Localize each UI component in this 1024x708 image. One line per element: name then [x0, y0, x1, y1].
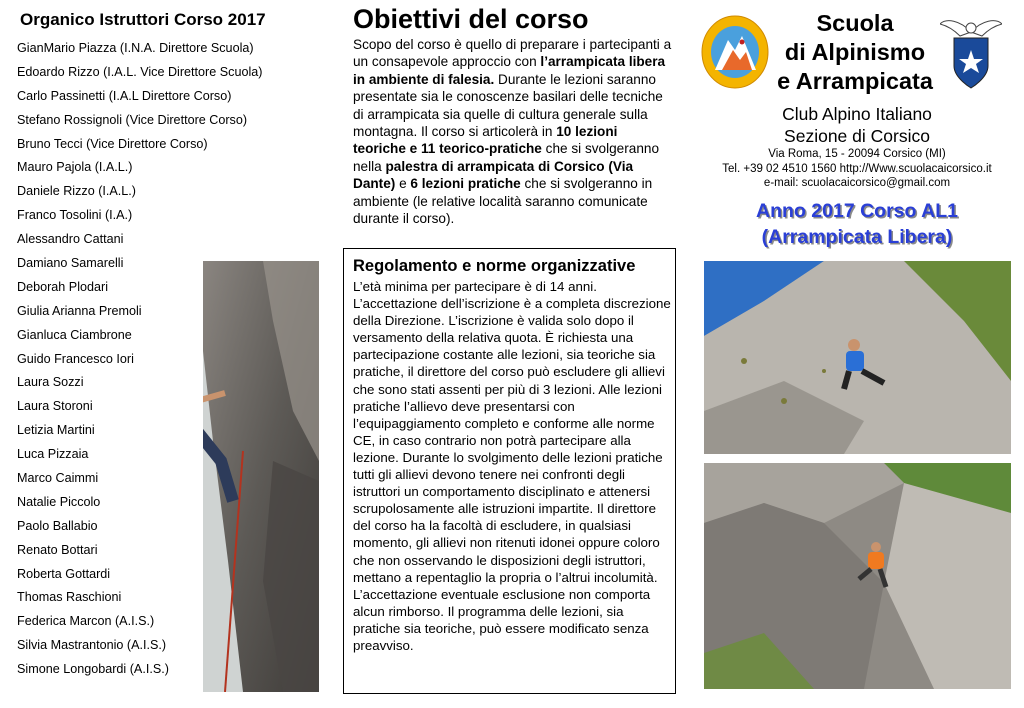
course-title-line: (Arrampicata Libera): [761, 226, 953, 248]
climber-photo-slab: [704, 261, 1011, 454]
objectives-text: [353, 36, 673, 227]
club-name: Club Alpino Italiano: [782, 104, 932, 124]
objectives-highlight: palestra di arrampicata di Corsico (Via Dante): [353, 158, 634, 192]
objectives-text-part: e: [395, 176, 411, 192]
regulations-text: L’età minima per partecipare è di 14 anni. L’accettazione dell’iscrizione è a completa discrezione della Direzione. L’iscrizione è valida solo dopo il versamento della relativa quota. È richiesta una partecipazione costante alle lezioni, sia teoriche sia pratiche, il direttore del corso può escludere gli allievi che sono stati assenti per più di 3 lezioni. Alle lezioni pratiche l’allievo deve presentarsi con l’equipaggiamento completo e conforme alle norme CE, in caso contrario non potrà partecipare alla lezione. Durante lo svolgimento delle lezioni pratiche tutti gli allievi devono tenere nei confronti degli istruttori un comportamento disciplinato e attenersi scrupolosamente alle istruzioni impartite. Il direttore del corso ha la facoltà di escludere, in qualsiasi momento, gli allievi non ritenuti idonei oppure coloro che non osservando le disposizioni degli istruttori, mettano a repentaglio la propria o l’altrui incolumità. L’accettazione eventuale esclusione non comporta alcun rimborso. Il programma delle lezioni, sia pratiche sia teoriche, può essere modificato senza preavviso.: [353, 279, 671, 653]
course-info-column: [342, 0, 682, 708]
staff-member: Renato Bottari: [17, 542, 98, 557]
climber-photo-left: [203, 261, 319, 692]
staff-title: Organico Istruttori Corso 2017: [20, 10, 266, 29]
school-title-line: e Arrampicata: [777, 68, 933, 94]
course-title: [690, 198, 1024, 250]
staff-member: Franco Tosolini (I.A.): [17, 208, 133, 223]
club-email: e-mail: scuolacaicorsico@gmail.com: [763, 177, 951, 189]
regulations-title: Regolamento e norme organizzative: [353, 257, 636, 275]
objectives-text-part: Scopo del corso è quello di preparare i partecipanti a un consapevole approccio con: [353, 37, 672, 70]
objectives-highlight: 6 lezioni pratiche: [410, 176, 521, 192]
staff-member: Laura Sozzi: [17, 375, 84, 390]
staff-member: Federica Marcon (A.I.S.): [17, 614, 155, 629]
instructors-column: [0, 0, 330, 708]
objectives-text-part: Durante le lezioni saranno presentate sia le conoscenze basilari delle tecniche di arrampicata sia quelle di cultura generale sulla montagna. Il corso si articolerà in: [353, 71, 663, 140]
staff-member: Luca Pizzaia: [17, 447, 89, 462]
objectives-text-part: che si svolgeranno nella: [353, 141, 660, 174]
regulations-box: [343, 248, 676, 694]
staff-member: Silvia Mastrantonio (A.I.S.): [17, 638, 167, 653]
staff-member: Gianluca Ciambrone: [17, 327, 132, 342]
staff-member: Simone Longobardi (A.I.S.): [17, 662, 169, 677]
school-title: [770, 9, 940, 96]
staff-member: Damiano Samarelli: [17, 256, 124, 271]
staff-member: Letizia Martini: [17, 423, 95, 438]
staff-member: Stefano Rossignoli (Vice Direttore Corso): [17, 112, 248, 127]
school-logo: [700, 14, 770, 90]
header-column: [690, 0, 1024, 708]
staff-member: Marco Caimmi: [17, 471, 99, 486]
staff-member: Edoardo Rizzo (I.A.L. Vice Direttore Scuola): [17, 64, 263, 79]
objectives-title: Obiettivi del corso: [353, 4, 589, 34]
staff-member: Carlo Passinetti (I.A.L Direttore Corso): [17, 88, 232, 103]
staff-member: Natalie Piccolo: [17, 494, 101, 509]
objectives-text-part: che si svolgeranno in ambiente (le relative località saranno comunicate durante il corso).: [353, 176, 653, 227]
staff-member: Bruno Tecci (Vice Direttore Corso): [17, 136, 208, 151]
club-info: [690, 103, 1024, 191]
objectives-highlight: l’arrampicata libera in ambiente di falesia.: [353, 54, 666, 87]
staff-member: Deborah Plodari: [17, 279, 109, 294]
staff-member: Paolo Ballabio: [17, 518, 98, 533]
staff-member: Thomas Raschioni: [17, 590, 122, 605]
staff-member: Alessandro Cattani: [17, 232, 124, 247]
staff-member: Laura Storoni: [17, 399, 93, 414]
staff-member: GianMario Piazza (I.N.A. Direttore Scuola): [17, 41, 254, 55]
course-title-line: Anno 2017 Corso AL1: [756, 200, 958, 222]
staff-member: Roberta Gottardi: [17, 566, 111, 581]
staff-member: Mauro Pajola (I.A.L.): [17, 160, 133, 175]
staff-member: Giulia Arianna Premoli: [17, 303, 142, 318]
school-title-line: Scuola: [816, 10, 894, 36]
school-title-line: di Alpinismo: [784, 39, 926, 65]
club-contacts: Tel. +39 02 4510 1560 http://Www.scuolacaicorsico.it: [722, 162, 992, 175]
climber-photo-wall: [704, 463, 1011, 689]
staff-member: Guido Francesco Iori: [17, 351, 134, 366]
staff-member: Daniele Rizzo (I.A.L.): [17, 184, 136, 199]
club-section: Sezione di Corsico: [784, 126, 930, 146]
club-address: Via Roma, 15 - 20094 Corsico (MI): [768, 148, 946, 160]
cai-logo: [940, 14, 1002, 90]
objectives-highlight: 10 lezioni teoriche e 11 teorico-pratiche: [353, 124, 618, 157]
